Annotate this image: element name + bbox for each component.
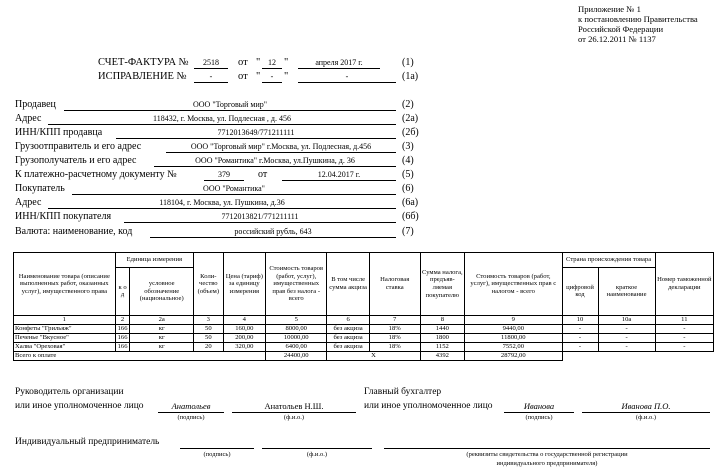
cell-cost-no-tax: 8000,00 — [266, 325, 327, 334]
appendix-line: Российской Федерации — [578, 24, 664, 34]
buyer-inn-label: ИНН/КПП покупателя — [15, 211, 112, 222]
cell-tax-sum: 1152 — [420, 343, 464, 352]
entrepreneur-caption-registration-2: индивидуального предпринимателя) — [496, 460, 598, 467]
caption-signature: (подпись) — [177, 414, 205, 421]
shipper-value: ООО "Торговый мир" г.Москва, ул. Подлесная, д.456 — [166, 141, 396, 153]
accountant-label: Главный бухгалтер — [364, 387, 442, 397]
cell-excise: без акциза — [327, 343, 369, 352]
header-unit-code: к о д — [115, 267, 130, 315]
cell-cost-no-tax: 6400,00 — [266, 343, 327, 352]
cell-cost-with-tax: 9440,00 — [465, 325, 562, 334]
quote-mark: " — [256, 71, 261, 82]
code-2b: (2б) — [402, 127, 419, 138]
cell-country-code: - — [562, 325, 598, 334]
code-6b: (6б) — [402, 211, 419, 222]
cell-country-code: - — [562, 343, 598, 352]
header-tax-sum: Сумма налога, предъяв-ляемая покупателю — [420, 253, 464, 316]
currency-value: российский рубль, 643 — [150, 226, 396, 238]
cell-unit-code: 166 — [115, 334, 130, 343]
buyer-value: ООО "Романтика" — [72, 183, 396, 195]
column-number: 8 — [420, 316, 464, 325]
column-number: 7 — [369, 316, 420, 325]
cell-customs: - — [655, 325, 713, 334]
column-number: 10 — [562, 316, 598, 325]
column-number: 5 — [266, 316, 327, 325]
total-row — [14, 352, 714, 361]
table-row — [14, 343, 714, 352]
head-signature: Анатольев — [158, 400, 224, 413]
payment-doc-from-label: от — [258, 169, 268, 180]
currency-label: Валюта: наименование, код — [15, 226, 133, 237]
header-country: Страна происхождения товара — [562, 253, 655, 268]
cell-cost-with-tax: 11800,00 — [465, 334, 562, 343]
column-number: 1 — [14, 316, 116, 325]
appendix-note — [578, 4, 698, 44]
quote-mark: " — [256, 57, 261, 68]
total-empty — [562, 352, 714, 361]
column-number: 10а — [598, 316, 655, 325]
cell-excise: без акциза — [327, 325, 369, 334]
header-cost-no-tax: Стоимость товаров (работ, услуг), имущественных прав без налога - всего — [266, 253, 327, 316]
accountant-signature: Иванова — [504, 400, 574, 413]
header-unit: Единица измерения — [115, 253, 193, 268]
accountant-name: Иванова П.О. — [582, 400, 710, 413]
cell-tax-rate: 18% — [369, 334, 420, 343]
code-6a: (6а) — [402, 197, 419, 208]
cell-price: 320,00 — [223, 343, 265, 352]
column-number: 9 — [465, 316, 562, 325]
code-2a: (2а) — [402, 113, 419, 124]
cell-customs: - — [655, 343, 713, 352]
correction-date: - — [298, 71, 396, 83]
seller-address-value: 118432, г. Москва, ул. Подлесная , д. 456 — [48, 113, 396, 125]
table-row — [14, 334, 714, 343]
correction-day: - — [262, 71, 282, 83]
cell-tax-rate: 18% — [369, 343, 420, 352]
cell-unit-name: кг — [130, 325, 194, 334]
code-5: (5) — [402, 169, 414, 180]
cell-unit-code: 166 — [115, 343, 130, 352]
cell-name: Конфеты "Грильяж" — [14, 325, 116, 334]
total-cost-no-tax: 24400,00 — [266, 352, 327, 361]
payment-doc-date: 12.04.2017 г. — [282, 169, 396, 181]
seller-inn-value: 7712013649/771211111 — [116, 127, 396, 139]
column-number-row — [14, 316, 714, 325]
header-tax-rate: Налоговая ставка — [369, 253, 420, 316]
entrepreneur-name — [262, 436, 372, 449]
code-7: (7) — [402, 226, 414, 237]
cell-price: 160,00 — [223, 325, 265, 334]
consignee-label: Грузополучатель и его адрес — [15, 155, 137, 166]
code-3: (3) — [402, 141, 414, 152]
invoice-table — [13, 252, 714, 361]
cell-unit-name: кг — [130, 334, 194, 343]
shipper-label: Грузоотправитель и его адрес — [15, 141, 142, 152]
code-2: (2) — [402, 99, 414, 110]
buyer-address-value: 118104, г. Москва, ул. Пушкина, д.36 — [48, 197, 396, 209]
header-price: Цена (тариф) за единицу измерения — [223, 253, 265, 316]
cell-customs: - — [655, 334, 713, 343]
cell-tax-rate: 18% — [369, 325, 420, 334]
entrepreneur-signature — [180, 436, 254, 449]
caption-name: (ф.и.о.) — [283, 414, 305, 421]
cell-country-name: - — [598, 325, 655, 334]
invoice-from-label: от — [238, 57, 248, 68]
entrepreneur-registration — [384, 436, 710, 449]
cell-name: Печенье "Вкусное" — [14, 334, 116, 343]
seller-value: ООО "Торговый мир" — [64, 99, 396, 111]
cell-unit-name: кг — [130, 343, 194, 352]
cell-tax-sum: 1440 — [420, 325, 464, 334]
cell-cost-with-tax: 7552,00 — [465, 343, 562, 352]
total-cost-with-tax: 28792,00 — [465, 352, 562, 361]
appendix-line: к постановлению Правительства — [578, 14, 698, 24]
correction-number: - — [194, 71, 228, 83]
code-1: (1) — [402, 57, 414, 68]
code-6: (6) — [402, 183, 414, 194]
cell-cost-no-tax: 10000,00 — [266, 334, 327, 343]
cell-tax-sum: 1800 — [420, 334, 464, 343]
header-cost-with-tax: Стоимость товаров (работ, услуг), имущественных прав с налогом - всего — [465, 253, 562, 316]
column-number: 4 — [223, 316, 265, 325]
caption-name: (ф.и.о.) — [635, 414, 657, 421]
cell-country-name: - — [598, 343, 655, 352]
invoice-date: апреля 2017 г. — [298, 57, 380, 69]
seller-label: Продавец — [15, 99, 56, 110]
seller-inn-label: ИНН/КПП продавца — [15, 127, 103, 138]
head-label: Руководитель организации — [15, 387, 124, 397]
caption-signature: (подпись) — [525, 414, 553, 421]
column-number: 3 — [194, 316, 224, 325]
correction-label: ИСПРАВЛЕНИЕ № — [98, 71, 187, 82]
cell-price: 200,00 — [223, 334, 265, 343]
header-qty: Коли-чество (объем) — [194, 253, 224, 316]
total-tax-sum: 4392 — [420, 352, 464, 361]
code-1a: (1а) — [402, 71, 419, 82]
head-name: Анатольев Н.Ш. — [232, 400, 356, 413]
buyer-label: Покупатель — [15, 183, 65, 194]
header-row — [14, 253, 714, 268]
table-row — [14, 325, 714, 334]
header-country-code: цифровой код — [562, 267, 598, 315]
cell-unit-code: 166 — [115, 325, 130, 334]
total-excise: Х — [327, 352, 420, 361]
header-customs: Номер таможенной декларации — [655, 253, 713, 316]
code-4: (4) — [402, 155, 414, 166]
column-number: 2а — [130, 316, 194, 325]
consignee-value: ООО "Романтика" г.Москва, ул.Пушкина, д. 36 — [154, 155, 396, 167]
cell-qty: 20 — [194, 343, 224, 352]
header-name: Наименование товара (описание выполненных работ, оказанных услуг), имущественного права — [14, 253, 116, 316]
invoice-number: 2518 — [194, 57, 228, 69]
entrepreneur-label: Индивидуальный предприниматель — [15, 437, 160, 447]
header-country-name: краткое наименование — [598, 267, 655, 315]
cell-excise: без акциза — [327, 334, 369, 343]
column-number: 6 — [327, 316, 369, 325]
total-label: Всего к оплате — [14, 352, 266, 361]
column-number: 11 — [655, 316, 713, 325]
cell-qty: 50 — [194, 334, 224, 343]
header-excise: В том числе сумма акциза — [327, 253, 369, 316]
seller-address-label: Адрес — [15, 113, 42, 124]
appendix-line: от 26.12.2011 № 1137 — [578, 34, 656, 44]
entrepreneur-caption-registration: (реквизиты свидетельства о государственной регистрации — [466, 451, 628, 458]
column-number: 2 — [115, 316, 130, 325]
accountant-label-2: или иное уполномоченное лицо — [364, 401, 493, 411]
buyer-inn-value: 7712013821/771211111 — [124, 211, 396, 223]
payment-doc-number: 379 — [204, 169, 244, 181]
cell-country-name: - — [598, 334, 655, 343]
quote-mark: " — [284, 71, 289, 82]
payment-doc-label: К платежно-расчетному документу № — [15, 169, 177, 180]
cell-country-code: - — [562, 334, 598, 343]
header-unit-name: условное обозначение (национальное) — [130, 267, 194, 315]
invoice-title-label: СЧЕТ-ФАКТУРА № — [98, 57, 189, 68]
correction-from-label: от — [238, 71, 248, 82]
buyer-address-label: Адрес — [15, 197, 42, 208]
quote-mark: " — [284, 57, 289, 68]
cell-qty: 50 — [194, 325, 224, 334]
invoice-day: 12 — [262, 57, 282, 69]
appendix-line: Приложение № 1 — [578, 4, 641, 14]
head-label-2: или иное уполномоченное лицо — [15, 401, 144, 411]
cell-name: Халва "Ореховая" — [14, 343, 116, 352]
entrepreneur-caption-name: (ф.и.о.) — [306, 451, 328, 458]
entrepreneur-caption-signature: (подпись) — [203, 451, 231, 458]
